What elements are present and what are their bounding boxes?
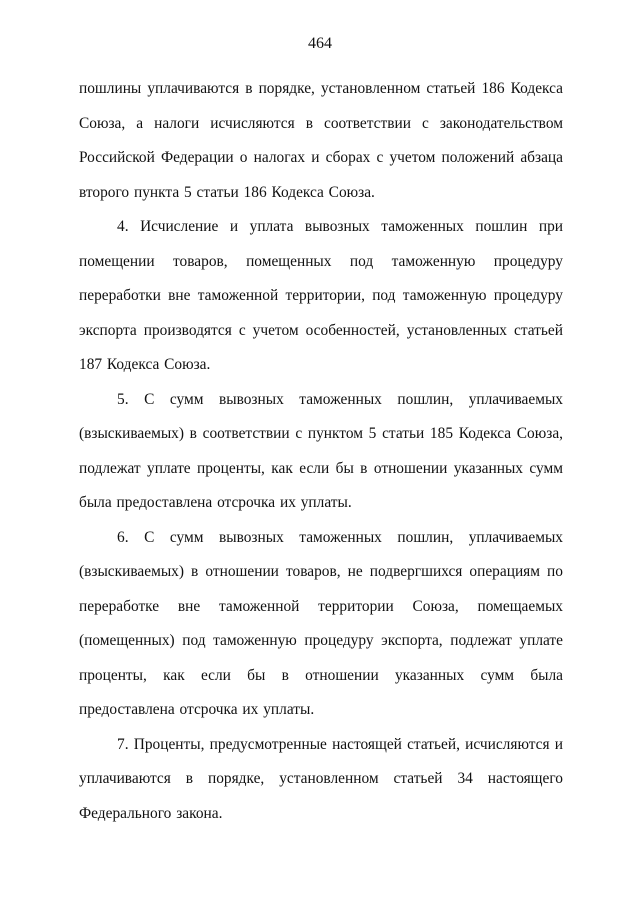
document-body	[79, 72, 563, 831]
page-number: 464	[308, 35, 332, 52]
paragraph-item-7: 7. Проценты, предусмотренные настоящей статьей, исчисляются и уплачиваются в порядке, установленном статьей 34 настоящего Федерального закона.	[79, 735, 563, 822]
paragraph-item-5: 5. С сумм вывозных таможенных пошлин, уплачиваемых (взыскиваемых) в соответствии с пунктом 5 статьи 185 Кодекса Союза, подлежат уплате проценты, как если бы в отношении указанных сумм была предоставлена отсрочка их уплаты.	[79, 390, 563, 511]
paragraph-continuation: пошлины уплачиваются в порядке, установленном статьей 186 Кодекса Союза, а налоги исчисляются в соответствии с законодательством Российской Федерации о налогах и сборах с учетом положений абзаца второго пункта 5 статьи 186 Кодекса Союза.	[79, 80, 563, 201]
paragraph-item-6: 6. С сумм вывозных таможенных пошлин, уплачиваемых (взыскиваемых) в отношении товаров, не подвергшихся операциям по переработке вне таможенной территории Союза, помещаемых (помещенных) под таможенную процедуру экспорта, подлежат уплате проценты, как если бы в отношении указанных сумм была предоставлена отсрочка их уплаты.	[79, 528, 563, 718]
paragraph-item-4: 4. Исчисление и уплата вывозных таможенных пошлин при помещении товаров, помещенных под таможенную процедуру переработки вне таможенной территории, под таможенную процедуру экспорта производятся с учетом особенностей, установленных статьей 187 Кодекса Союза.	[79, 218, 563, 373]
